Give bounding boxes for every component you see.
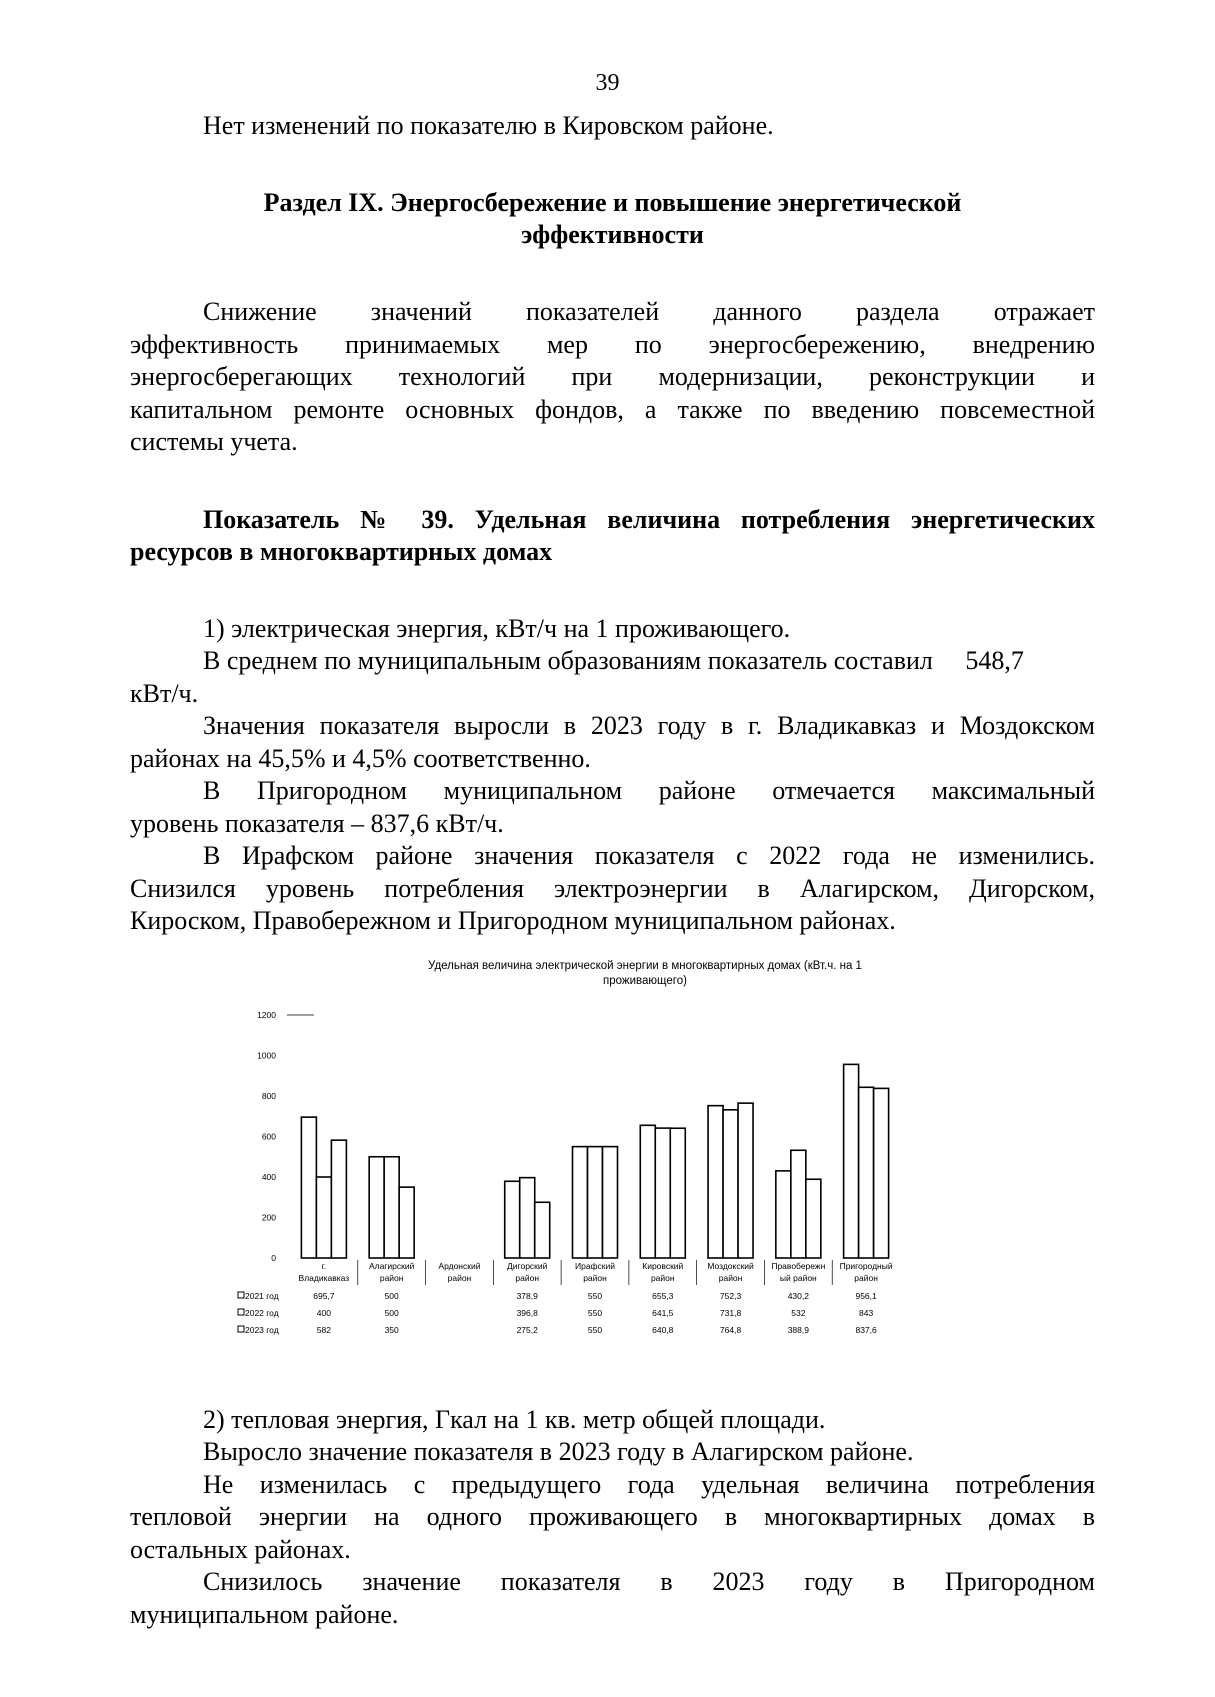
intro-line: Нет изменений по показателю в Кировском районе. bbox=[203, 111, 774, 140]
electric-average-line1: В среднем по муниципальным образованиям показатель составил 548,7 bbox=[203, 646, 1024, 675]
bar-2023-год bbox=[399, 1187, 414, 1258]
legend-marker bbox=[238, 1292, 244, 1298]
thermal-same-line1: Не изменилась с предыдущего года удельная величина потребления bbox=[203, 1470, 1095, 1499]
data-label: 582 bbox=[316, 1325, 331, 1335]
bar-2021-год bbox=[573, 1147, 588, 1258]
data-label: 430,2 bbox=[787, 1291, 809, 1301]
bar-2022-год bbox=[588, 1147, 603, 1258]
bar-2021-год bbox=[776, 1171, 791, 1258]
thermal-item: 2) тепловая энергия, Гкал на 1 кв. метр общей площади. bbox=[203, 1405, 826, 1434]
section-paragraph-line: энергосберегающих технологий при модернизации, реконструкции и bbox=[130, 362, 1095, 391]
legend-marker bbox=[238, 1326, 244, 1332]
electric-average-line2: кВт/ч. bbox=[130, 679, 199, 708]
data-label: 532 bbox=[791, 1308, 806, 1318]
x-category-label: Дигорский bbox=[507, 1261, 548, 1271]
electric-item: 1) электрическая энергия, кВт/ч на 1 проживающего. bbox=[203, 614, 791, 643]
x-category-label: г. bbox=[321, 1261, 327, 1271]
data-label: 396,8 bbox=[516, 1308, 538, 1318]
x-category-label: район bbox=[854, 1273, 878, 1283]
electric-max-line2: уровень показателя – 837,6 кВт/ч. bbox=[130, 809, 504, 838]
y-tick-label: 400 bbox=[261, 1172, 276, 1182]
data-label: 641,5 bbox=[652, 1308, 674, 1318]
bar-2022-год bbox=[316, 1177, 331, 1258]
electricity-chart-svg bbox=[245, 955, 1000, 1395]
x-category-label: Пригородный bbox=[839, 1261, 893, 1271]
electric-decline-line1: В Ирафском районе значения показателя с 2022 года не изменились. bbox=[203, 841, 1095, 870]
y-tick-label: 0 bbox=[271, 1253, 276, 1263]
x-category-label: район bbox=[447, 1273, 472, 1283]
section-paragraph-line: эффективность принимаемых мер по энергосбережению, внедрению bbox=[130, 330, 1095, 359]
bar-2022-год bbox=[859, 1087, 874, 1258]
page-number: 39 bbox=[595, 70, 620, 96]
x-category-label: район bbox=[650, 1273, 675, 1283]
bar-2021-год bbox=[369, 1157, 384, 1258]
data-label: 956,1 bbox=[855, 1291, 877, 1301]
thermal-grew: Выросло значение показателя в 2023 году в Алагирском районе. bbox=[203, 1437, 914, 1466]
data-label: 843 bbox=[859, 1308, 874, 1318]
bar-2022-год bbox=[723, 1110, 738, 1258]
thermal-fell-line1: Снизилось значение показателя в 2023 году в Пригородном bbox=[203, 1567, 1095, 1596]
electric-growth-line1: Значения показателя выросли в 2023 году в г. Владикавказ и Моздокском bbox=[203, 711, 1095, 740]
section-paragraph-line: системы учета. bbox=[130, 427, 298, 456]
legend-label: 2023 год bbox=[245, 1325, 279, 1335]
x-category-label: ый район bbox=[779, 1273, 817, 1283]
data-label: 764,8 bbox=[719, 1325, 742, 1335]
data-label: 500 bbox=[384, 1291, 399, 1301]
bar-2023-год bbox=[603, 1147, 618, 1258]
chart-title-line2: проживающего) bbox=[603, 975, 687, 987]
electric-growth-line2: районах на 45,5% и 4,5% соответственно. bbox=[130, 744, 591, 773]
section-paragraph-line: Снижение значений показателей данного раздела отражает bbox=[203, 297, 1095, 326]
bar-2023-год bbox=[535, 1202, 550, 1258]
y-tick-label: 600 bbox=[261, 1131, 276, 1142]
data-label: 275,2 bbox=[516, 1325, 538, 1335]
x-category-label: Моздокский bbox=[707, 1261, 754, 1271]
chart-title-line1: Удельная величина электрической энергии в многоквартирных домах (кВт.ч. на 1 bbox=[428, 960, 862, 972]
data-label: 695,7 bbox=[313, 1291, 335, 1301]
x-category-label: район bbox=[583, 1273, 607, 1283]
bar-2023-год bbox=[738, 1103, 753, 1258]
indicator-heading-line: Показатель № 39. Удельная величина потребления энергетических bbox=[203, 505, 1095, 534]
y-tick-label: 800 bbox=[261, 1091, 276, 1101]
bar-2021-год bbox=[844, 1064, 859, 1258]
section-heading-line2: эффективности bbox=[521, 220, 704, 249]
bar-2022-год bbox=[655, 1128, 670, 1258]
legend-marker bbox=[238, 1309, 244, 1315]
thermal-same-line2: тепловой энергии на одного проживающего в многоквартирных домах в bbox=[130, 1502, 1095, 1531]
data-label: 731,8 bbox=[719, 1308, 742, 1318]
bar-2022-год bbox=[384, 1157, 399, 1258]
bar-2021-год bbox=[505, 1181, 520, 1258]
thermal-same-line3: остальных районах. bbox=[130, 1535, 351, 1564]
data-label: 550 bbox=[587, 1291, 603, 1301]
y-tick-label: 200 bbox=[261, 1212, 276, 1223]
x-category-label: район bbox=[515, 1273, 540, 1283]
y-tick-label: 1000 bbox=[257, 1050, 276, 1061]
data-label: 378,9 bbox=[516, 1291, 538, 1301]
data-label: 500 bbox=[384, 1308, 399, 1318]
data-label: 400 bbox=[316, 1308, 331, 1318]
y-tick-label: 1200 bbox=[257, 1010, 276, 1020]
data-label: 350 bbox=[384, 1325, 399, 1335]
thermal-fell-line2: муниципальном районе. bbox=[130, 1600, 399, 1629]
bar-2023-год bbox=[874, 1088, 889, 1258]
data-label: 655,3 bbox=[652, 1291, 674, 1301]
electric-max-line1: В Пригородном муниципальном районе отмечается максимальный bbox=[203, 776, 1095, 805]
legend-label: 2022 год bbox=[245, 1308, 279, 1318]
x-category-label: район bbox=[718, 1273, 743, 1283]
electric-decline-line3: Кироском, Правобережном и Пригородном муниципальном районах. bbox=[130, 906, 896, 935]
legend-label: 2021 год bbox=[245, 1291, 279, 1301]
data-label: 550 bbox=[587, 1325, 603, 1335]
data-label: 640,8 bbox=[652, 1325, 674, 1335]
x-category-label: Ирафский bbox=[574, 1261, 616, 1271]
bar-2023-год bbox=[806, 1179, 821, 1258]
bar-2021-год bbox=[301, 1117, 316, 1258]
bar-2022-год bbox=[791, 1150, 806, 1258]
bar-2023-год bbox=[331, 1140, 346, 1258]
electric-decline-line2: Снизился уровень потребления электроэнергии в Алагирском, Дигорском, bbox=[130, 874, 1095, 903]
bar-2021-год bbox=[640, 1125, 655, 1258]
bar-2022-год bbox=[520, 1178, 535, 1258]
data-label: 752,3 bbox=[719, 1291, 742, 1301]
data-label: 837,6 bbox=[855, 1325, 877, 1335]
x-category-label: Правобережн bbox=[771, 1261, 826, 1271]
bar-2023-год bbox=[670, 1128, 685, 1258]
data-label: 388,9 bbox=[787, 1325, 809, 1335]
data-label: 550 bbox=[587, 1308, 603, 1318]
bar-2021-год bbox=[708, 1106, 723, 1258]
section-paragraph-line: капитальном ремонте основных фондов, а также по введению повсеместной bbox=[130, 395, 1095, 424]
x-category-label: Ардонский bbox=[438, 1261, 481, 1271]
x-category-label: Кировский bbox=[642, 1261, 684, 1271]
x-category-label: Алагирский bbox=[368, 1261, 415, 1271]
indicator-heading-line: ресурсов в многоквартирных домах bbox=[130, 537, 553, 566]
x-category-label: район bbox=[379, 1273, 404, 1283]
section-heading-line1: Раздел IX. Энергосбережение и повышение энергетической bbox=[263, 188, 962, 217]
x-category-label: Владикавказ bbox=[298, 1273, 350, 1283]
electricity-chart bbox=[245, 955, 1000, 1395]
